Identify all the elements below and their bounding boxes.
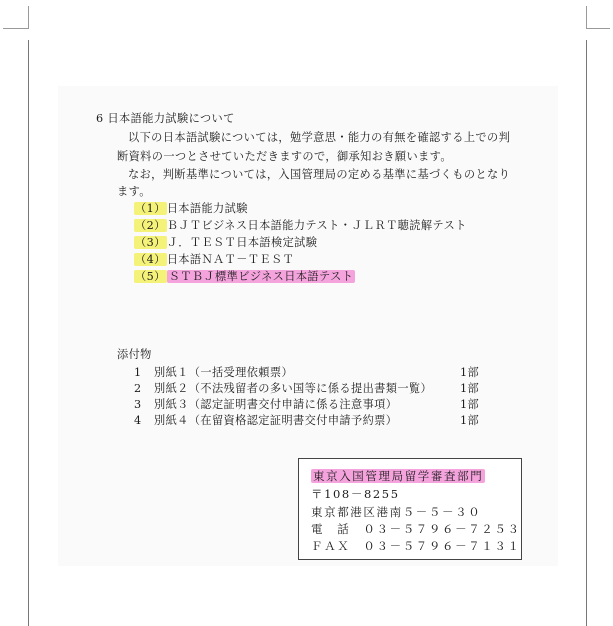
test-item-4-number: （4） [135,253,166,266]
test-item-1 [134,201,248,217]
contact-fax: ＦＡＸ ０３－５７９６－７１３１ [311,539,521,553]
contact-office: 東京入国管理局留学審査部門 [313,469,484,483]
section-heading: 6 日本語能力試験について [96,112,235,125]
page-edge-left [28,40,29,626]
page-edge-right [586,40,587,626]
paragraph2-line2: ます。 [117,185,151,198]
paragraph1-line1: 以下の日本語試験については，勉学意思・能力の有無を確認する上での判 [128,131,511,144]
test-item-2-name: ＢＪＴビジネス日本語能力テスト・ＪＬＲＴ聴読解テスト [166,219,467,232]
test-item-3 [134,235,317,251]
test-item-5-number: （5） [135,270,166,283]
attachments-title: 添付物 [117,348,152,361]
attachment-1-text: 別紙１（一括受理依頼票） [154,366,294,379]
attachment-2-count: 1部 [460,382,480,395]
attachment-4-number: 4 [134,414,142,427]
crop-mark-tl-v [28,6,29,28]
contact-address: 東京都港区港南５－５－３０ [311,505,482,519]
test-item-3-number: （3） [135,236,166,249]
attachment-1-number: 1 [134,366,142,379]
attachment-1-count: 1部 [460,366,480,379]
test-item-3-name: Ｊ．ＴＥＳＴ日本語検定試験 [166,236,318,249]
attachment-2-text: 別紙２（不法残留者の多い国等に係る提出書類一覧） [154,382,433,395]
attachment-4-count: 1部 [460,414,480,427]
crop-mark-tl-h [3,28,29,29]
test-item-5 [134,269,355,285]
attachment-3-number: 3 [134,398,142,411]
test-item-1-name: 日本語能力試験 [166,202,248,215]
contact-box [298,458,522,560]
test-item-4-name: 日本語ＮＡＴ－ＴＥＳＴ [166,253,295,266]
contact-postal-code: 〒108－8255 [311,487,400,501]
attachment-2-number: 2 [134,382,142,395]
attachment-3-count: 1部 [460,398,480,411]
test-item-2 [134,218,467,234]
paragraph1-line2: 断資料の一つとさせていただきますので，御承知おき願います。 [117,150,452,163]
test-item-5-name: ＳＴＢＪ標準ビジネス日本語テスト [168,270,354,283]
crop-mark-tr-v [586,6,587,28]
attachment-4-text: 別紙４（在留資格認定証明書交付申請予約票） [154,414,398,427]
test-item-2-number: （2） [135,219,166,232]
test-item-1-number: （1） [135,202,166,215]
test-item-4 [134,252,294,268]
attachment-3-text: 別紙３（認定証明書交付申請に係る注意事項） [154,398,398,411]
crop-mark-tr-h [586,28,610,29]
paragraph2-line1: なお，判断基準については，入国管理局の定める基準に基づくものとなり [128,168,511,181]
contact-phone: 電 話 ０３－５７９６－７２５３ [311,522,521,536]
